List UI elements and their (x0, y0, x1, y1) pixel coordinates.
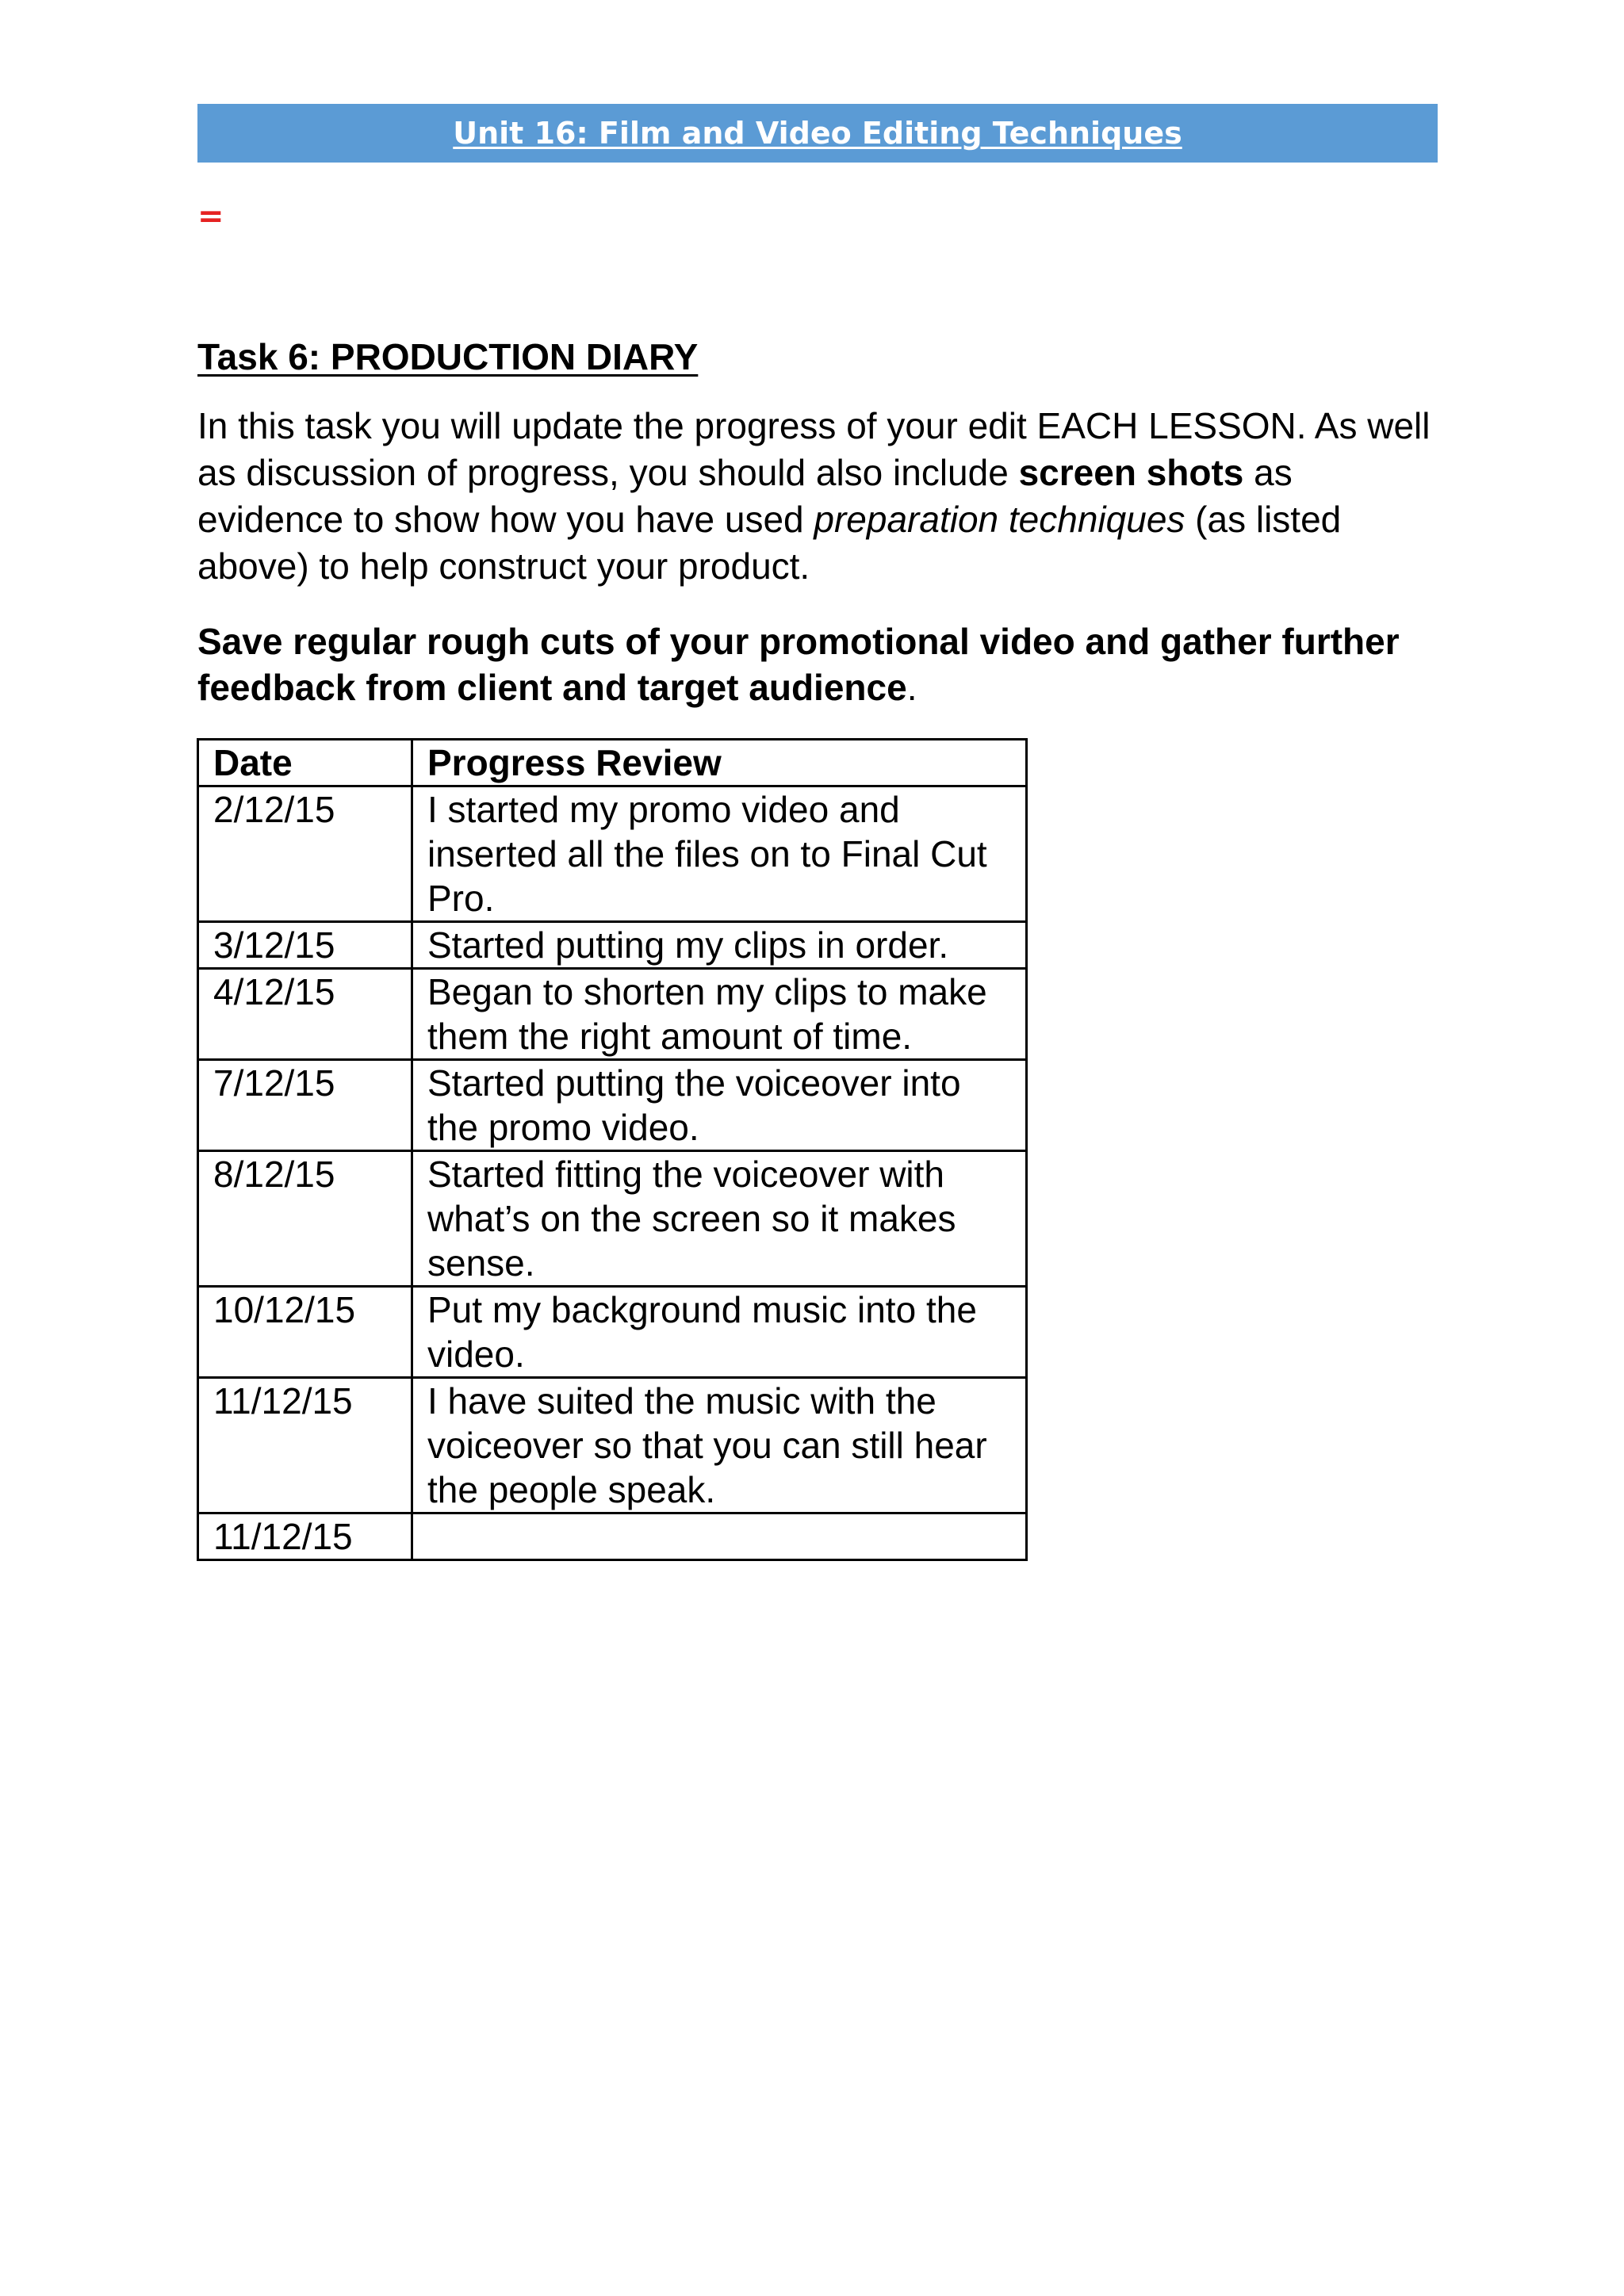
intro-text-part2: as evidence to show how you have used (197, 452, 1293, 540)
table-row (198, 1151, 1027, 1287)
table-row (198, 1378, 1027, 1513)
review-cell: Put my background music into the video. (412, 1287, 1027, 1378)
date-cell: 8/12/15 (198, 1151, 412, 1287)
table-row (198, 1060, 1027, 1151)
date-column-header: Date (198, 740, 412, 786)
review-cell: Started putting the voiceover into the promo video. (412, 1060, 1027, 1151)
table-header-row (198, 740, 1027, 786)
table-row (198, 969, 1027, 1060)
save-note-period: . (906, 667, 917, 708)
intro-bold-text: screen shots (1018, 452, 1244, 493)
table-row (198, 786, 1027, 922)
unit-header-banner (197, 104, 1438, 163)
date-cell: 11/12/15 (198, 1513, 412, 1560)
date-cell: 11/12/15 (198, 1378, 412, 1513)
review-cell-empty (412, 1513, 1027, 1560)
date-cell: 7/12/15 (198, 1060, 412, 1151)
save-note-text: Save regular rough cuts of your promotional video and gather further feedback from client and target audience (197, 621, 1400, 708)
progress-review-column-header: Progress Review (412, 740, 1027, 786)
table-row (198, 922, 1027, 969)
date-cell: 3/12/15 (198, 922, 412, 969)
save-note-paragraph (197, 618, 1446, 710)
production-diary-table (197, 738, 1028, 1561)
task-intro-paragraph (197, 403, 1446, 590)
red-equals-marker: = (197, 198, 224, 235)
task-heading: Task 6: PRODUCTION DIARY (197, 336, 699, 377)
intro-text-part3: (as listed above) to help construct your product. (197, 499, 1342, 587)
review-cell: Began to shorten my clips to make them the right amount of time. (412, 969, 1027, 1060)
review-cell: Started putting my clips in order. (412, 922, 1027, 969)
table-row (198, 1287, 1027, 1378)
review-cell: I have suited the music with the voiceover so that you can still hear the people speak. (412, 1378, 1027, 1513)
intro-italic-text: preparation techniques (814, 499, 1185, 540)
date-cell: 4/12/15 (198, 969, 412, 1060)
table-row (198, 1513, 1027, 1560)
date-cell: 2/12/15 (198, 786, 412, 922)
date-cell: 10/12/15 (198, 1287, 412, 1378)
intro-text-part1: In this task you will update the progress of your edit EACH LESSON. As well as discussion of progress, you should also include (197, 405, 1431, 493)
review-cell: Started fitting the voiceover with what’s on the screen so it makes sense. (412, 1151, 1027, 1287)
unit-title: Unit 16: Film and Video Editing Techniques (453, 116, 1182, 151)
review-cell: I started my promo video and inserted all the files on to Final Cut Pro. (412, 786, 1027, 922)
